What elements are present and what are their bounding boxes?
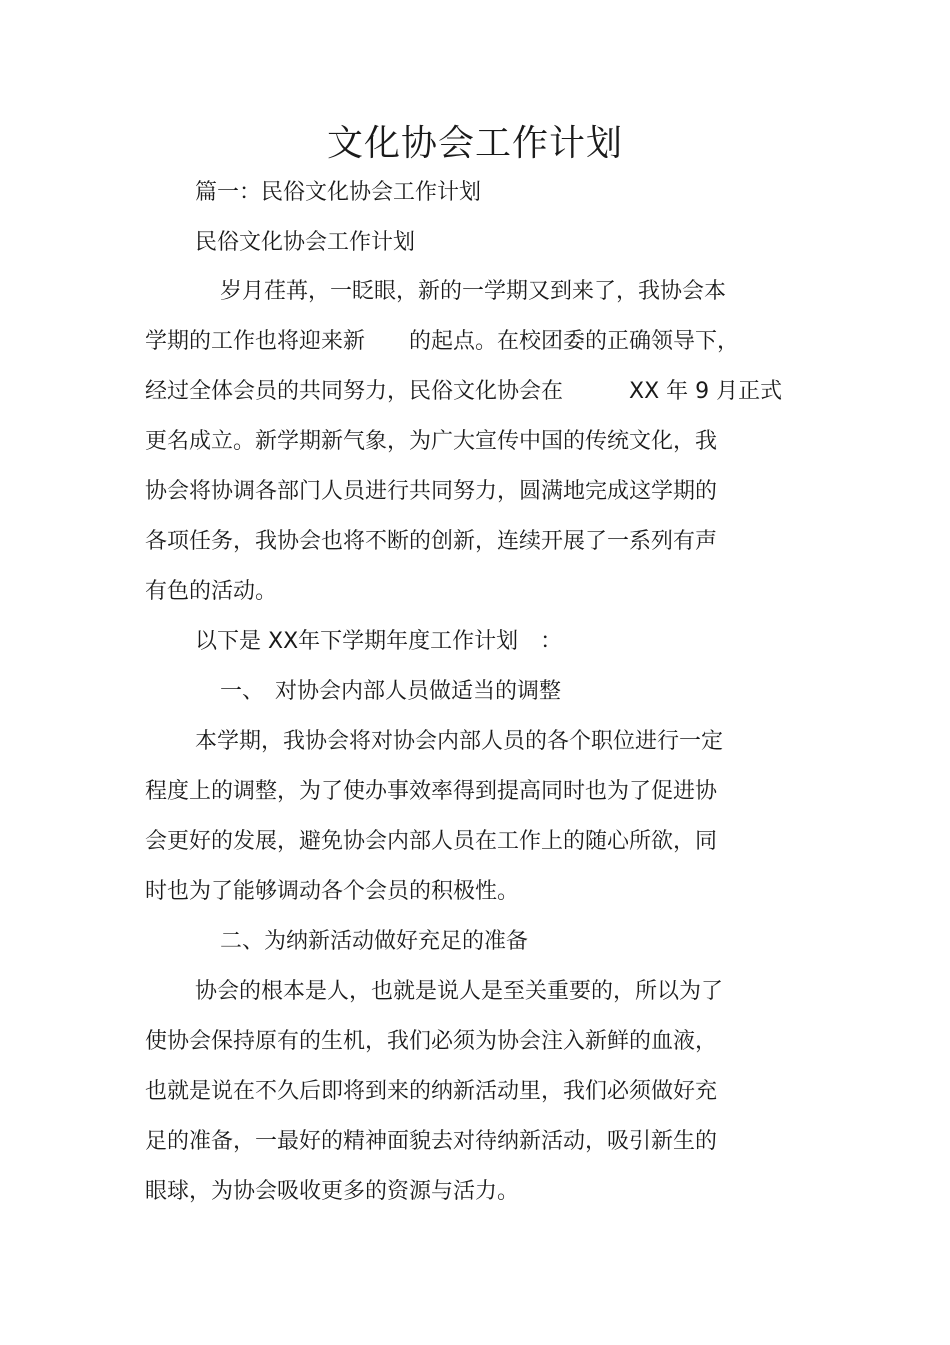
paragraph-line: 更名成立。新学期新气象，为广大宣传中国的传统文化，我 [145,429,718,454]
subheading: 民俗文化协会工作计划 [195,230,416,255]
section-heading: 篇一：民俗文化协会工作计划 [195,180,482,205]
paragraph-line: 本学期，我协会将对协会内部人员的各个职位进行一定 [195,729,724,754]
paragraph-line: 会更好的发展，避免协会内部人员在工作上的随心所欲，同 [145,829,718,854]
paragraph-line: 使协会保持原有的生机，我们必须为协会注入新鲜的血液， [145,1029,718,1054]
document-title: 文化协会工作计划 [326,123,623,164]
paragraph-line: 足的准备，一最好的精神面貌去对待纳新活动，吸引新生的 [145,1129,718,1154]
paragraph-line: 经过全体会员的共同努力，民俗文化协会在 XX 年 9 月正式 [145,379,783,404]
paragraph-line: 也就是说在不久后即将到来的纳新活动里，我们必须做好充 [145,1079,718,1104]
paragraph-line: 岁月荏苒，一眨眼，新的一学期又到来了，我协会本 [220,279,727,304]
paragraph-line: 协会的根本是人，也就是说人是至关重要的，所以为了 [195,979,724,1004]
paragraph-line: 程度上的调整，为了使办事效率得到提高同时也为了促进协 [145,779,718,804]
paragraph-line: 协会将协调各部门人员进行共同努力，圆满地完成这学期的 [145,479,718,504]
paragraph-line: 眼球，为协会吸收更多的资源与活力。 [145,1179,520,1204]
paragraph-line: 时也为了能够调动各个会员的积极性。 [145,879,520,904]
section-heading: 二、为纳新活动做好充足的准备 [220,929,529,954]
paragraph-line: 有色的活动。 [145,579,278,604]
paragraph-line: 学期的工作也将迎来新 的起点。在校团委的正确领导下， [145,329,740,354]
section-heading: 一、 对协会内部人员做适当的调整 [220,679,562,704]
paragraph-line: 各项任务，我协会也将不断的创新，连续开展了一系列有声 [145,529,718,554]
paragraph-line: 以下是 XX年下学期年度工作计划 ： [195,629,563,654]
